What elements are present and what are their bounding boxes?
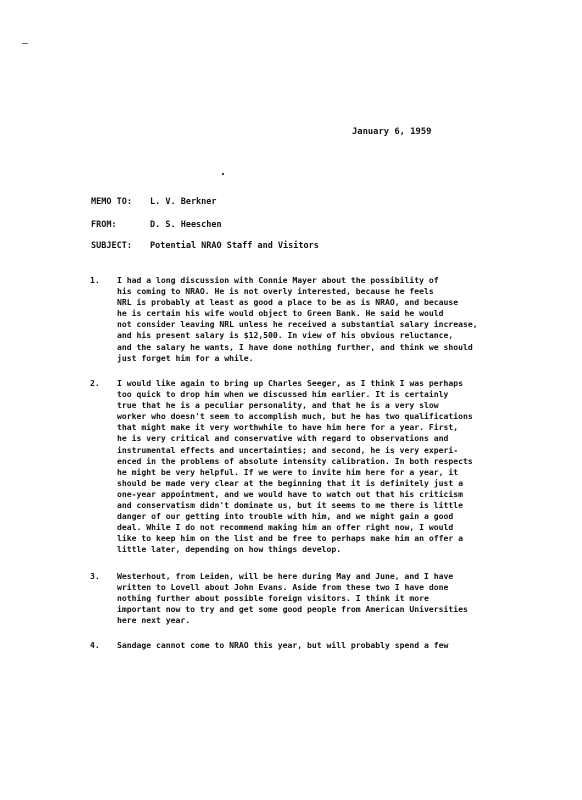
paragraph-line: like to keep him on the list and be free to perhaps make him an offer a <box>117 533 463 544</box>
paragraph-line: I would like again to bring up Charles Seeger, as I think I was perhaps <box>117 378 463 388</box>
paragraph-line: nothing further about possible foreign visitors. I think it more <box>117 593 429 604</box>
paragraph-line: and conservatism didn't dominate us, but it seems to me there is little <box>117 500 463 511</box>
paragraph-line: true that he is a peculiar personality, and that he is a very slow <box>117 400 439 411</box>
paragraph-1 <box>90 275 550 364</box>
paragraph-line: too quick to drop him when we discussed him earlier. It is certainly <box>117 389 449 400</box>
paragraph-line: Sandage cannot come to NRAO this year, but will probably spend a few <box>117 640 449 650</box>
paragraph-line: he might be very helpful. If we were to invite him here for a year, it <box>117 466 459 477</box>
paragraph-line: NRL is probably at least as good a place to be as is NRAO, and because <box>117 297 459 308</box>
paragraph-line: enced in the problems of absolute intensity calibration. In both respects <box>117 455 473 466</box>
paragraph-number: 1. <box>90 275 100 285</box>
paragraph-line: danger of our getting into trouble with him, and we might gain a good <box>117 511 454 522</box>
paragraph-4 <box>90 640 550 651</box>
paragraph-line: he is very critical and conservative with regard to observations and <box>117 433 449 444</box>
memo-to-value: L. V. Berkner <box>150 197 217 207</box>
paragraph-line: he is certain his wife would object to Green Bank. He said he would <box>117 308 444 319</box>
paragraph-line: his coming to NRAO. He is not overly interested, because he feels <box>117 286 434 297</box>
memo-from-label: FROM: <box>91 220 117 230</box>
paragraph-3 <box>90 571 550 626</box>
scan-speck <box>222 173 224 175</box>
paragraph-line: and his present salary is $12,500. In view of his obvious reluctance, <box>117 330 454 341</box>
memo-date: January 6, 1959 <box>352 127 432 137</box>
paragraph-line: not consider leaving NRL unless he received a substantial salary increase, <box>117 319 478 330</box>
paragraph-line: instrumental effects and uncertainties; and second, he is very experi- <box>117 444 459 455</box>
paragraph-line: Westerhout, from Leiden, will be here during May and June, and I have <box>117 571 454 581</box>
paragraph-line: worker who doesn't seem to accomplish much, but he has two qualifications <box>117 411 473 422</box>
memo-subject-value: Potential NRAO Staff and Visitors <box>150 241 319 251</box>
memo-to-row <box>91 197 217 207</box>
paragraph-line: little later, depending on how things develop. <box>117 544 342 555</box>
memo-from-value: D. S. Heeschen <box>150 220 222 230</box>
paragraph-line: important now to try and get some good people from American Universities <box>117 604 468 615</box>
paragraph-line: should be made very clear at the beginning that it is definitely just a <box>117 477 463 488</box>
paragraph-line: I had a long discussion with Connie Mayer about the possibility of <box>117 275 439 285</box>
memo-subject-label: SUBJECT: <box>91 241 132 251</box>
paragraph-line: one-year appointment, and we would have to watch out that his criticism <box>117 488 463 499</box>
paragraph-line: written to Lovell about John Evans. Aside from these two I have done <box>117 582 449 593</box>
paragraph-number: 3. <box>90 571 100 581</box>
paragraph-number: 2. <box>90 378 100 388</box>
paragraph-line: and the salary he wants, I have done nothing further, and think we should <box>117 341 473 352</box>
paragraph-line: just forget him for a while. <box>117 352 254 363</box>
scan-speck <box>22 43 28 44</box>
memo-to-label: MEMO TO: <box>91 197 132 207</box>
paragraph-line: deal. While I do not recommend making him an offer right now, I would <box>117 522 454 533</box>
memo-from-row <box>91 220 222 230</box>
paragraph-number: 4. <box>90 640 100 650</box>
paragraph-2 <box>90 378 550 556</box>
memo-subject-row <box>91 241 319 251</box>
paragraph-line: here next year. <box>117 615 191 626</box>
paragraph-line: that might make it very worthwhile to have him here for a year. First, <box>117 422 459 433</box>
